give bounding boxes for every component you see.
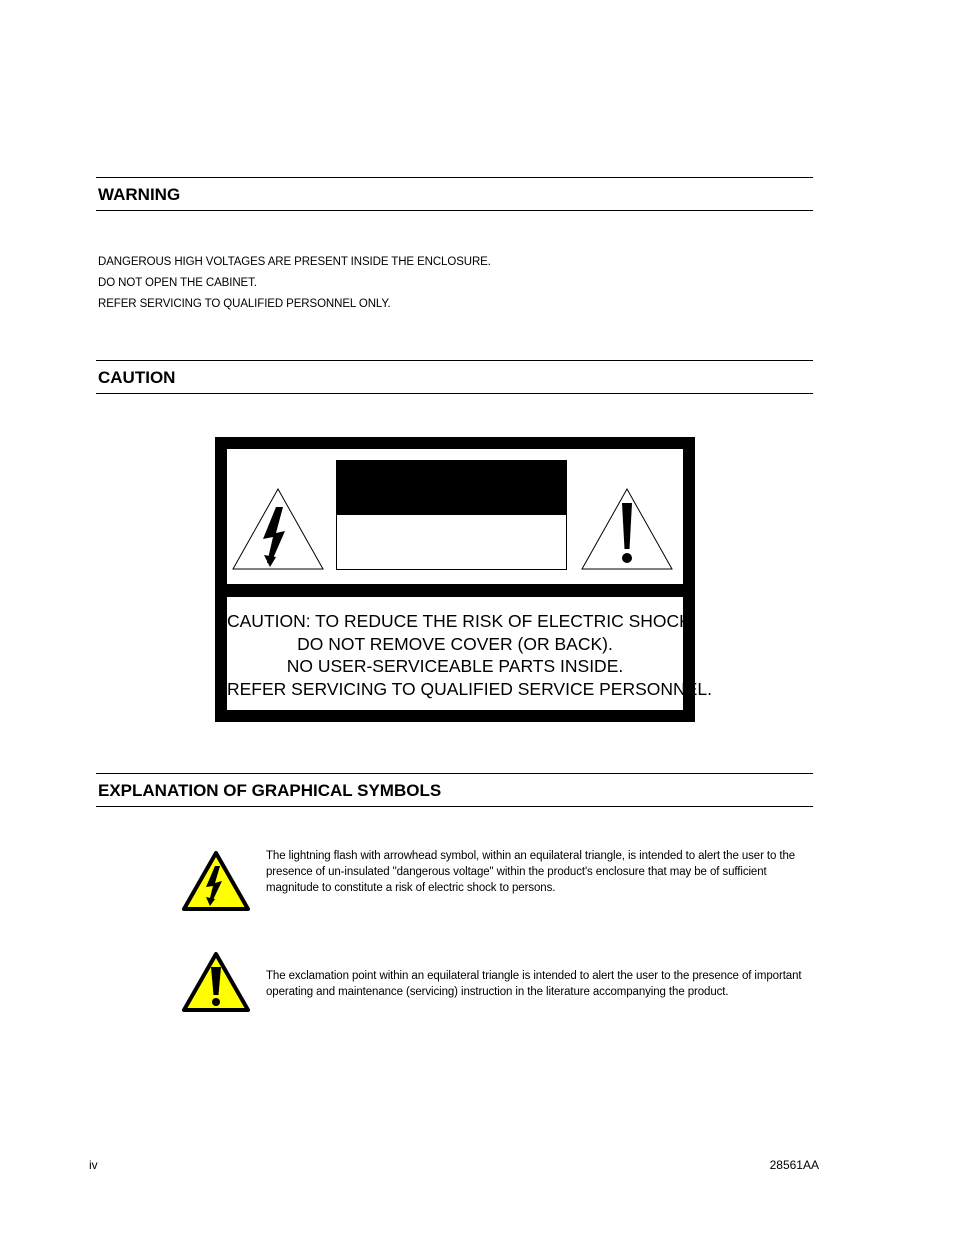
- document-id: 28561AA: [769, 1158, 819, 1172]
- lightning-symbol-description: The lightning flash with arrowhead symbol, within an equilateral triangle, is intended to alert the user to the presence of un-insulated "dangerous voltage" within the product's enclosure that may be of sufficient magnitude to constitute a risk of electric shock to persons.: [266, 850, 796, 894]
- exclamation-symbol-description: The exclamation point within an equilateral triangle is intended to alert the user to the presence of important operating and maintenance (servicing) instruction in the literature accompanying the product.: [266, 970, 802, 998]
- caution-label-line: CAUTION: TO REDUCE THE RISK OF ELECTRIC SHOCK,: [227, 611, 696, 631]
- caution-label-symbol-panel: [227, 449, 683, 584]
- lightning-triangle-icon: [181, 850, 251, 912]
- warning-heading: WARNING: [98, 185, 181, 204]
- lightning-triangle-icon: [231, 487, 325, 571]
- exclamation-triangle-icon: [580, 487, 674, 571]
- warning-line: REFER SERVICING TO QUALIFIED PERSONNEL ONLY.: [98, 298, 391, 310]
- caution-banner-dark-band: [337, 461, 566, 515]
- exclamation-triangle-icon: [181, 951, 251, 1013]
- caution-label-text-panel: [227, 597, 712, 710]
- symbols-header-bar: [96, 773, 813, 807]
- caution-label-line: REFER SERVICING TO QUALIFIED SERVICE PERSONNEL.: [227, 678, 712, 699]
- symbols-heading: EXPLANATION OF GRAPHICAL SYMBOLS: [98, 781, 442, 800]
- warning-header-bar: [96, 177, 813, 211]
- warning-line: DANGEROUS HIGH VOLTAGES ARE PRESENT INSIDE THE ENCLOSURE.: [98, 256, 491, 268]
- caution-label-line: DO NOT REMOVE COVER (OR BACK).: [297, 633, 613, 654]
- caution-label-graphic: [215, 437, 712, 722]
- page-number: iv: [89, 1158, 98, 1172]
- warning-text-block: [98, 252, 491, 315]
- caution-banner-box: [336, 460, 567, 570]
- caution-label-line: NO USER-SERVICEABLE PARTS INSIDE.: [286, 656, 624, 676]
- caution-header-bar: [96, 360, 813, 394]
- caution-heading: CAUTION: [98, 368, 176, 387]
- warning-line: DO NOT OPEN THE CABINET.: [98, 277, 257, 289]
